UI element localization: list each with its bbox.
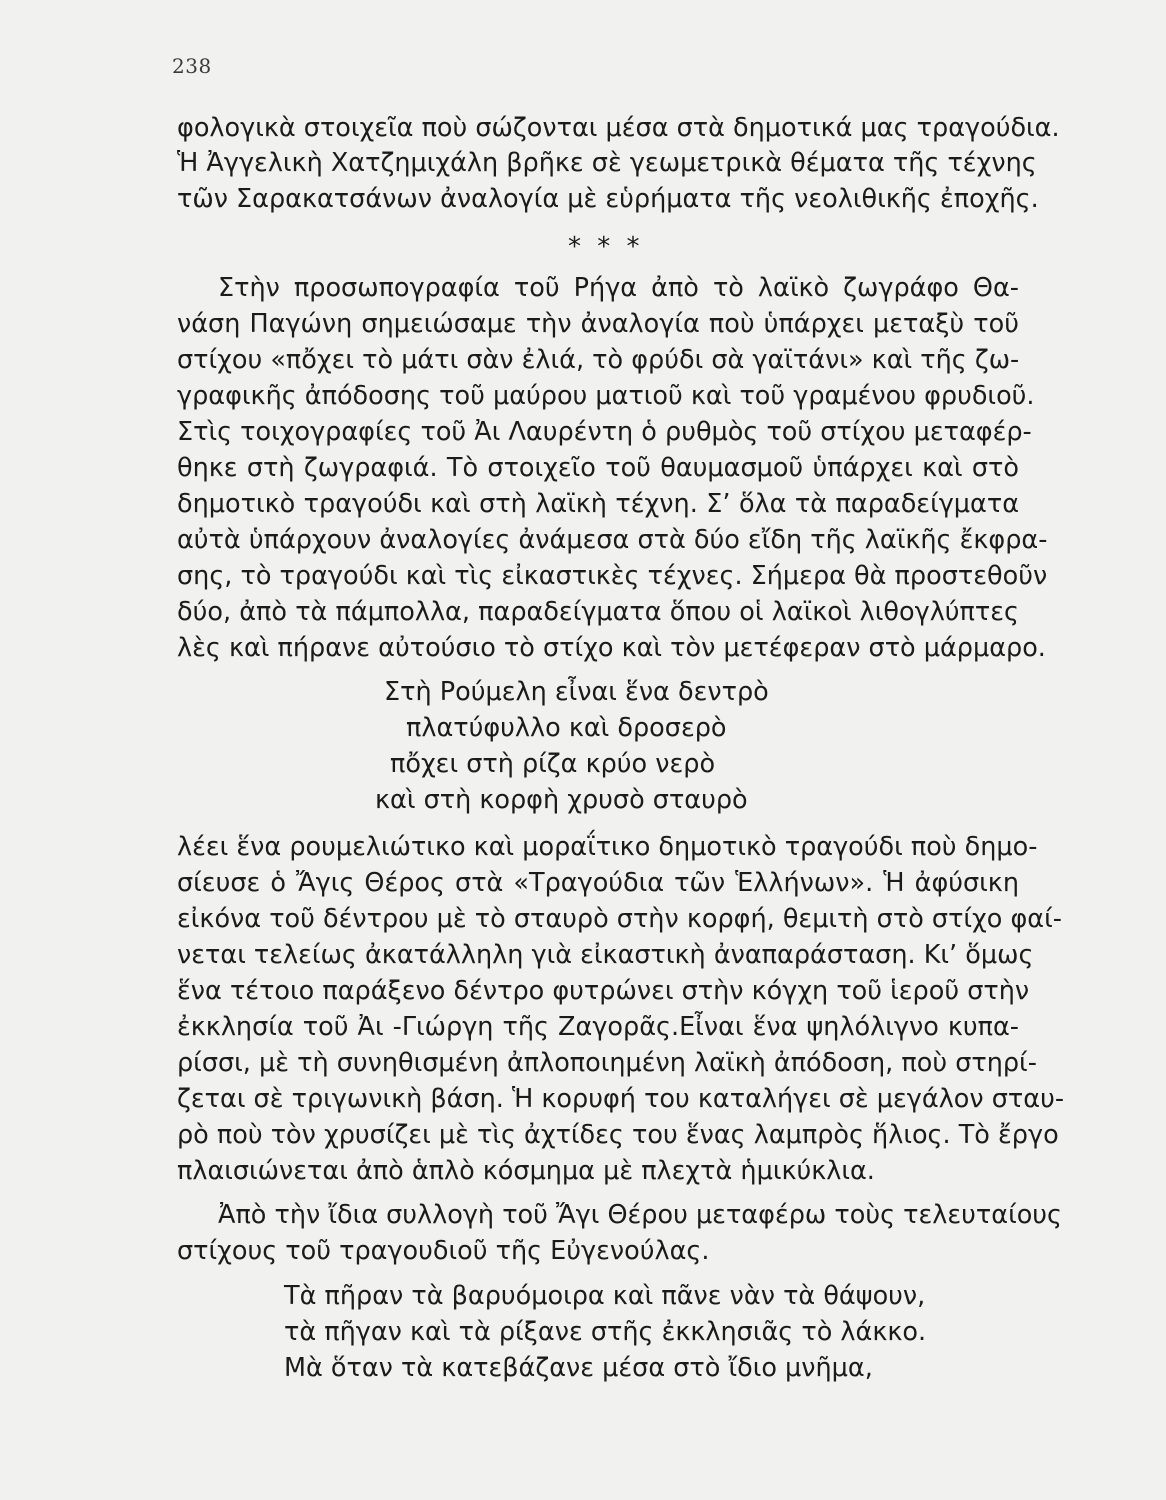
verse-line: τὰ πῆγαν καὶ τὰ ρίξανε στῆς ἐκκλησιᾶς τὸ λάκκο. bbox=[284, 1317, 927, 1347]
verse-line: Τὰ πῆραν τὰ βαρυόμοιρα καὶ πᾶνε νὰν τὰ θάψουν, bbox=[284, 1281, 926, 1311]
text-line: θηκε στὴ ζωγραφιά. Τὸ στοιχεῖο τοῦ θαυμασμοῦ ὑπάρχει καὶ στὸ bbox=[177, 453, 1019, 483]
text-line: ζεται σὲ τριγωνικὴ βάση. Ἡ κορυφή του καταλήγει σὲ μεγάλον σταυ- bbox=[177, 1084, 1065, 1114]
text-line: σίευσε ὁ Ἄγις Θέρος στὰ «Τραγούδια τῶν Ἑλλήνων». Ἡ ἀφύσικη bbox=[177, 868, 1019, 898]
page-number: 238 bbox=[172, 54, 212, 78]
text-line: εἰκόνα τοῦ δέντρου μὲ τὸ σταυρὸ στὴν κορφή, θεμιτὴ στὸ στίχο φαί- bbox=[177, 904, 1062, 934]
text-line: γραφικῆς ἀπόδοσης τοῦ μαύρου ματιοῦ καὶ τοῦ γραμένου φρυδιοῦ. bbox=[177, 381, 1035, 411]
text-line: στίχους τοῦ τραγουδιοῦ τῆς Εὐγενούλας. bbox=[177, 1236, 710, 1266]
verse-line: καὶ στὴ κορφὴ χρυσὸ σταυρὸ bbox=[375, 785, 748, 815]
text-line: στίχου «πὄχει τὸ μάτι σὰν ἐλιά, τὸ φρύδι σὰ γαϊτάνι» καὶ τῆς ζω- bbox=[177, 345, 1020, 375]
text-line: ρὸ ποὺ τὸν χρυσίζει μὲ τὶς ἀχτίδες του ἕνας λαμπρὸς ἥλιος. Τὸ ἔργο bbox=[177, 1120, 1059, 1150]
text-line: Ἡ Ἀγγελικὴ Χατζημιχάλη βρῆκε σὲ γεωμετρικὰ θέματα τῆς τέχνης bbox=[177, 148, 1037, 178]
text-line: δημοτικὸ τραγούδι καὶ στὴ λαϊκὴ τέχνη. Σ’ ὅλα τὰ παραδείγματα bbox=[177, 489, 1019, 519]
verse-line: πλατύφυλλο καὶ δροσερὸ bbox=[406, 713, 727, 743]
text-line: Στὶς τοιχογραφίες τοῦ Ἀι Λαυρέντη ὁ ρυθμὸς τοῦ στίχου μεταφέρ- bbox=[177, 417, 1032, 447]
text-line: λέει ἕνα ρουμελιώτικο καὶ μοραΐτικο δημοτικὸ τραγούδι ποὺ δημο- bbox=[177, 832, 1038, 862]
text-line: σης, τὸ τραγούδι καὶ τὶς εἰκαστικὲς τέχνες. Σήμερα θὰ προστεθοῦν bbox=[177, 561, 1048, 591]
text-line: νάση Παγώνη σημειώσαμε τὴν ἀναλογία ποὺ ὑπάρχει μεταξὺ τοῦ bbox=[177, 309, 1019, 339]
text-line: τῶν Σαρακατσάνων ἀναλογία μὲ εὑρήματα τῆς νεολιθικῆς ἐποχῆς. bbox=[177, 184, 1039, 214]
text-line: Στὴν προσωπογραφία τοῦ Ρήγα ἀπὸ τὸ λαϊκὸ ζωγράφο Θα- bbox=[218, 273, 1019, 303]
verse-line: πὄχει στὴ ρίζα κρύο νερὸ bbox=[390, 749, 716, 779]
verse-line: Στὴ Ρούμελη εἶναι ἕνα δεντρὸ bbox=[384, 677, 769, 707]
text-line: ἐκκλησία τοῦ Ἀι -Γιώργη τῆς Ζαγορᾶς.Εἶναι ἕνα ψηλόλιγνο κυπα- bbox=[177, 1012, 1019, 1042]
text-line: Ἀπὸ τὴν ἴδια συλλογὴ τοῦ Ἄγι Θέρου μεταφέρω τοὺς τελευταίους bbox=[218, 1200, 1063, 1230]
text-line: φολογικὰ στοιχεῖα ποὺ σώζονται μέσα στὰ δημοτικά μας τραγούδια. bbox=[177, 113, 1060, 143]
text-line: νεται τελείως ἀκατάλληλη γιὰ εἰκαστικὴ ἀναπαράσταση. Κι’ ὅμως bbox=[177, 940, 1034, 970]
verse-line: Μὰ ὅταν τὰ κατεβάζανε μέσα στὸ ἴδιο μνῆμα, bbox=[284, 1353, 873, 1383]
text-line: δύο, ἀπὸ τὰ πάμπολλα, παραδείγματα ὅπου οἱ λαϊκοὶ λιθογλύπτες bbox=[177, 597, 1019, 627]
text-line: αὐτὰ ὑπάρχουν ἀναλογίες ἀνάμεσα στὰ δύο εἴδη τῆς λαϊκῆς ἔκφρα- bbox=[177, 525, 1048, 555]
text-line: ἕνα τέτοιο παράξενο δέντρο φυτρώνει στὴν κόγχη τοῦ ἱεροῦ στὴν bbox=[177, 976, 1030, 1006]
text-line: ρίσσι, μὲ τὴ συνηθισμένη ἀπλοποιημένη λαϊκὴ ἀπόδοση, ποὺ στηρί- bbox=[177, 1048, 1037, 1078]
section-break: * * * bbox=[568, 232, 644, 262]
text-line: πλαισιώνεται ἀπὸ ἁπλὸ κόσμημα μὲ πλεχτὰ ἡμικύκλια. bbox=[177, 1156, 875, 1186]
text-line: λὲς καὶ πήρανε αὐτούσιο τὸ στίχο καὶ τὸν μετέφεραν στὸ μάρμαρο. bbox=[177, 633, 1046, 663]
